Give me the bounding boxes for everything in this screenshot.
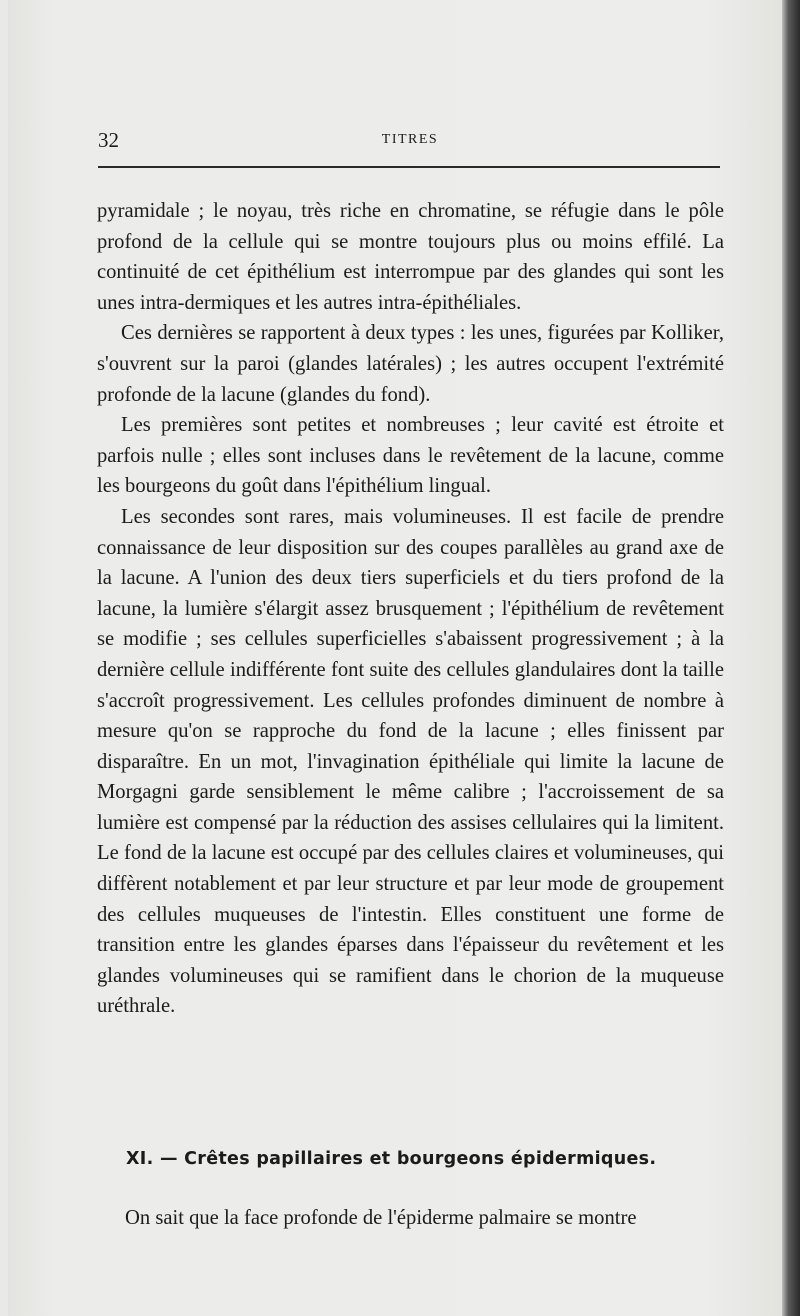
page-number: 32 (98, 128, 119, 152)
paragraph-premieres: Les premières sont petites et nombreuses ; leur cavité est étroite et parfois nulle ; elles sont incluses dans le revêtement de la lacune, comme les bourgeons du goût dans l'épithélium lingual. (97, 414, 724, 498)
paragraph-continuation: pyramidale ; le noyau, très riche en chromatine, se réfugie dans le pôle profond de la cellule qui se montre toujours plus ou moins effilé. La continuité de cet épithélium est interrompue par des glandes qui sont les unes intra-dermiques et les autres intra-épithéliales. (97, 200, 724, 314)
page-header (98, 128, 722, 154)
paragraph-glandes-types: Ces dernières se rapportent à deux types : les unes, figurées par Kolliker, s'ouvrent sur la paroi (glandes latérales) ; les autres occupent l'extrémité profonde de la lacune (glandes du fond). (97, 322, 724, 406)
section-first-line: On sait que la face profonde de l'épiderme palmaire se montre (125, 1207, 637, 1229)
book-page (8, 0, 784, 1316)
section-heading: XI. — Crêtes papillaires et bourgeons épidermiques. (126, 1149, 657, 1169)
running-title: TITRES (381, 132, 439, 147)
header-rule (98, 166, 720, 168)
page-edge-shadow (782, 0, 800, 1316)
paragraph-secondes: Les secondes sont rares, mais volumineuses. Il est facile de prendre connaissance de leur disposition sur des coupes parallèles au grand axe de la lacune. A l'union des deux tiers superficiels et du tiers profond de la lacune, la lumière s'élargit assez brusquement ; l'épithélium de revêtement se modifie ; ses cellules superficielles s'abaissent progressivement ; à la dernière cellule indifférente font suite des cellules glandulaires dont la taille s'accroît progressivement. Les cellules profondes diminuent de nombre à mesure qu'on se rapproche du fond de la lacune ; elles finissent par disparaître. En un mot, l'invagination épithéliale qui limite la lacune de Morgagni garde sensiblement le même calibre ; l'accroissement de sa lumière est compensé par la réduction des assises cellulaires qui la limitent. Le fond de la lacune est occupé par des cellules claires et volumineuses, qui diffèrent notablement et par leur structure et par leur mode de groupement des cellules muqueuses de l'intestin. Elles constituent une forme de transition entre les glandes éparses dans l'épaisseur du revêtement et les glandes volumineuses qui se ramifient dans le chorion de la muqueuse uréthrale. (97, 505, 724, 1018)
body-text (97, 196, 724, 1022)
